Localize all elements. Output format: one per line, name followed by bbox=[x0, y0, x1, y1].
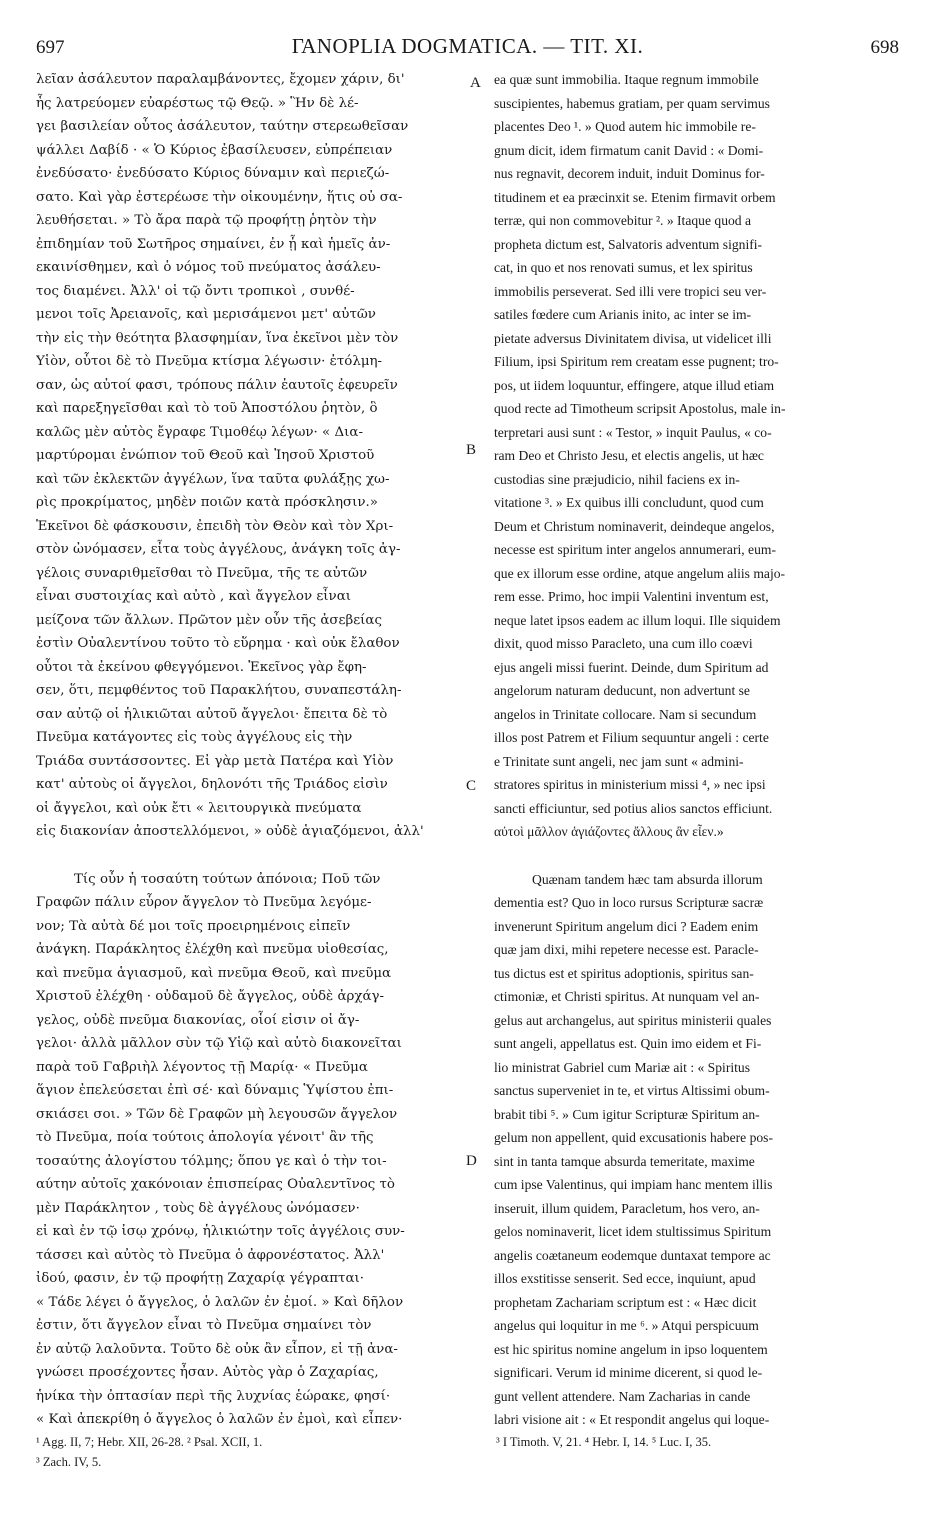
text-line: αὐτοὶ μᾶλλον ἁγιάζοντες ἄλλους ἂν εἶεν.» bbox=[494, 824, 724, 839]
text-line: ἐπιδημίαν τοῦ Σωτῆρος σημαίνει, ἐν ᾗ καὶ ἡμεῖς ἀν- bbox=[36, 236, 391, 252]
text-line: νον; Τὰ αὐτὰ δέ μοι τοῖς προειρημένοις εἰπεῖν bbox=[36, 918, 351, 934]
text-line: ἐστὶν Οὐαλεντίνου τοῦτο τὸ εὕρημα · καὶ οὐκ ἔλαθον bbox=[36, 636, 400, 651]
text-line: καὶ πνεῦμα ἁγιασμοῦ, καὶ πνεῦμα Θεοῦ, καὶ πνεῦμα bbox=[36, 965, 392, 981]
footnote-line: ³ Zach. IV, 5. bbox=[36, 1455, 102, 1469]
text-line: σαν αὐτῷ οἱ ἡλικιῶται αὐτοῦ ἄγγελοι· ἔπειτα δὲ τὸ bbox=[36, 706, 388, 722]
section-marker-b: B bbox=[466, 442, 477, 458]
text-line: ἐστιν, ὅτι ἄγγελον εἶναι τὸ Πνεῦμα σημαίνει τὸν bbox=[36, 1318, 372, 1333]
text-line: τοσαύτης ἀλογίστου τόλμης; ὅπου γε καὶ ὁ τὴν τοι- bbox=[36, 1153, 387, 1169]
text-line: labri visione ait : « Et respondit angelus qui loque- bbox=[494, 1412, 770, 1427]
text-line: ἧς λατρεύομεν εὐαρέστως τῷ Θεῷ. » Ἣν δὲ λέ- bbox=[36, 95, 359, 111]
text-line: ctimoniæ, et Christi spiritus. At nunquam vel an- bbox=[494, 989, 760, 1004]
paragraph-gap bbox=[36, 844, 468, 868]
text-line: rem esse. Primo, hoc impii Valentini inventum est, bbox=[494, 589, 769, 604]
text-line: μείζονα τῶν ἄλλων. Πρῶτον μὲν οὖν τῆς ἀσεβείας bbox=[36, 612, 382, 628]
text-line: παρὰ τοῦ Γαβριὴλ λέγοντος τῇ Μαρίᾳ· « Πνεῦμα bbox=[36, 1059, 368, 1075]
text-line: illos exstitisse senserit. Sed ecce, inquiunt, apud bbox=[494, 1271, 756, 1286]
text-line: Τριάδα συντάσσοντες. Εἰ γὰρ μετὰ Πατέρα καὶ Υἱὸν bbox=[36, 753, 394, 769]
text-line: ea quæ sunt immobilia. Itaque regnum immobile bbox=[494, 72, 759, 87]
text-line: immobilis perseverat. Sed illi vere tropici seu ver- bbox=[494, 283, 767, 299]
text-line: Deum et Christum nominaverit, deindeque angelos, bbox=[494, 518, 775, 534]
text-line: pietate adversus Divinitatem divisa, ut videlicet illi bbox=[494, 330, 772, 346]
text-line: sint in tanta tamque absurda temeritate, maxime bbox=[494, 1153, 755, 1169]
latin-column bbox=[494, 68, 899, 1432]
text-line: κατ' αὐτοὺς οἱ ἄγγελοι, δηλονότι τῆς Τριάδος εἰσὶν bbox=[36, 777, 388, 792]
text-line: ἐνεδύσατο· ἐνεδύσατο Κύριος δύναμιν καὶ περιεζώ- bbox=[36, 166, 390, 181]
text-line: στὸν ὠνόμασεν, εἶτα τοὺς ἀγγέλους, ἀνάγκη τοῖς ἀγ- bbox=[36, 542, 401, 557]
text-line: τὸ Πνεῦμα, ποία τούτοις ἀπολογία γένοιτ' ἂν τῆς bbox=[36, 1130, 374, 1145]
text-line: gelus aut archangelus, aut spiritus ministerii quales bbox=[494, 1012, 772, 1028]
section-marker-a: A bbox=[470, 75, 481, 91]
text-line: καὶ παρεξηγεῖσθαι καὶ τὸ τοῦ Ἀποστόλου ῥητὸν, ὃ bbox=[36, 401, 378, 416]
text-line: σατο. Καὶ γὰρ ἐστερέωσε τὴν οἰκουμένην, ἥτις οὐ σα- bbox=[36, 189, 403, 205]
text-line: brabit tibi ⁵. » Cum igitur Scripturæ Spiritum an- bbox=[494, 1106, 760, 1122]
text-line: Χριστοῦ ἐλέχθη · οὐδαμοῦ δὲ ἄγγελος, οὐδὲ ἀρχάγ- bbox=[36, 989, 385, 1004]
text-line: ρὶς προκρίματος, μηδὲν ποιῶν κατὰ πρόσκλησιν.» bbox=[36, 495, 378, 510]
text-line: custodias sine præjudicio, nihil faciens ex in- bbox=[494, 471, 740, 487]
text-line: οὗτοι τὰ ἐκείνου φθεγγόμενοι. Ἐκεῖνος γὰρ ἔφη- bbox=[36, 659, 367, 675]
text-line: ἰδού, φασιν, ἐν τῷ προφήτῃ Ζαχαρίᾳ γέγραπται· bbox=[36, 1271, 365, 1286]
text-line: Υἱὸν, οὗτοι δὲ τὸ Πνεῦμα κτίσμα λέγωσιν· ἐτόλμη- bbox=[36, 354, 383, 369]
text-line: angelos in Trinitate collocare. Nam si secundum bbox=[494, 706, 757, 722]
text-line: sancti efficiuntur, sed potius alios sanctos efficiunt. bbox=[494, 800, 773, 816]
text-line: terræ, qui non commovebitur ². » Itaque quod a bbox=[494, 213, 752, 228]
text-line: neque latet ipsos eadem ac illum loqui. Ille siquidem bbox=[494, 612, 781, 628]
text-line: Filium, ipsi Spiritum rem creatam esse pugnent; tro- bbox=[494, 354, 779, 369]
text-line: quod recte ad Timotheum scripsit Apostolus, male in- bbox=[494, 401, 786, 416]
text-line: propheta dictum est, Salvatoris adventum signifi- bbox=[494, 236, 763, 252]
footnotes-greek bbox=[36, 1432, 476, 1472]
text-line: invenerunt Spiritum angelum dici ? Eadem enim bbox=[494, 918, 759, 934]
text-line: dementia est? Quo in loco rursus Scripturæ sacræ bbox=[494, 895, 764, 910]
text-line: sanctus superveniet in te, et virtus Altissimi obum- bbox=[494, 1083, 770, 1098]
text-line: angelus qui loquitur in me ⁶. » Atqui perspicuum bbox=[494, 1318, 759, 1333]
text-line: μενοι τοῖς Ἀρειανοῖς, καὶ μερισάμενοι μετ' αὐτῶν bbox=[36, 307, 376, 322]
text-line: μαρτύρομαι ἐνώπιον τοῦ Θεοῦ καὶ Ἰησοῦ Χριστοῦ bbox=[36, 448, 375, 463]
text-line: terpretari ausi sunt : « Testor, » inquit Paulus, « co- bbox=[494, 424, 772, 440]
text-line: e Trinitate sunt angeli, nec jam sunt « admini- bbox=[494, 753, 744, 769]
text-line: angelis coætaneum eodemque duntaxat tempore ac bbox=[494, 1247, 771, 1263]
text-line: ram Deo et Christo Jesu, et electis angelis, ut hæc bbox=[494, 448, 764, 463]
text-line: significari. Verum id minime dicerent, si quod le- bbox=[494, 1365, 763, 1380]
footnotes-latin bbox=[496, 1432, 916, 1452]
text-line: stratores spiritus in ministerium missi ⁴, » nec ipsi bbox=[494, 777, 766, 792]
text-line: dixit, quod misso Paracleto, una cum illo coævi bbox=[494, 636, 753, 651]
text-line: gelum non appellent, quid excusationis habere pos- bbox=[494, 1130, 773, 1145]
greek-column bbox=[36, 68, 468, 1432]
text-line: quæ jam dixi, mihi repetere necesse est. Paracle- bbox=[494, 942, 759, 957]
text-line: Ἐκεῖνοι δὲ φάσκουσιν, ἐπειδὴ τὸν Θεὸν καὶ τὸν Χρι- bbox=[36, 518, 394, 534]
text-line: γελοι· ἀλλὰ μᾶλλον σὺν τῷ Υἱῷ καὶ αὐτὸ διακονεῖται bbox=[36, 1036, 402, 1051]
text-line: γέλοις συναριθμεῖσθαι τὸ Πνεῦμα, τῆς τε αὐτῶν bbox=[36, 565, 368, 581]
text-line: ψάλλει Δαβίδ · « Ὁ Κύριος ἐβασίλευσεν, εὐπρέπειαν bbox=[36, 142, 393, 158]
text-line: Γραφῶν πάλιν εὗρον ἄγγελον τὸ Πνεῦμα λεγόμε- bbox=[36, 895, 372, 910]
text-line: titudinem et ea præcinxit se. Etenim firmavit orbem bbox=[494, 189, 776, 205]
text-line: gelos nominaverit, licet idem stultissimus Spiritum bbox=[494, 1224, 772, 1239]
text-line: cat, in quo et nos renovati sumus, et lex spiritus bbox=[494, 260, 753, 275]
text-line: « Τάδε λέγει ὁ ἄγγελος, ὁ λαλῶν ἐν ἐμοί. » Καὶ δῆλον bbox=[36, 1294, 404, 1310]
text-line: ejus angeli missi fuerint. Deinde, dum Spiritum ad bbox=[494, 659, 769, 675]
text-line: καλῶς μὲν αὐτὸς ἔγραφε Τιμοθέῳ λέγων· « Δια- bbox=[36, 424, 363, 440]
text-line: ἅγιον ἐπελεύσεται ἐπὶ σέ· καὶ δύναμις Ὑψίστου ἐπι- bbox=[36, 1083, 394, 1098]
text-line: nus regnavit, decorem induit, induit Dominus for- bbox=[494, 166, 765, 181]
text-line: λευθήσεται. » Τὸ ἄρα παρὰ τῷ προφήτῃ ῥητὸν τὴν bbox=[36, 213, 377, 228]
text-line: ἡνίκα τὴν ὀπτασίαν περὶ τῆς λυχνίας ἑώρακε, φησί· bbox=[36, 1388, 391, 1404]
text-line: τος διαμένει. Ἀλλ' οἱ τῷ ὄντι τροπικοὶ , συνθέ- bbox=[36, 283, 355, 299]
text-line: εἶναι συστοιχίας καὶ αὐτὸ , καὶ ἄγγελον εἶναι bbox=[36, 589, 351, 604]
text-line: σαν, ὡς αὐτοί φασι, τρόπους πάλιν ἑαυτοῖς ἐφευρεῖν bbox=[36, 377, 398, 393]
section-marker-c: C bbox=[466, 778, 477, 794]
text-line: λεῖαν ἀσάλευτον παραλαμβάνοντες, ἔχομεν χάριν, δι' bbox=[36, 72, 405, 87]
text-line: lio ministrat Gabriel cum Mariæ ait : « Spiritus bbox=[494, 1059, 750, 1075]
text-line: ἀνάγκη. Παράκλητος ἐλέχθη καὶ πνεῦμα υἱοθεσίας, bbox=[36, 942, 389, 957]
text-line: εἰ καὶ ἐν τῷ ἰσῳ χρόνῳ, ἡλικιώτην τοῖς ἀγγέλοις συν- bbox=[36, 1224, 405, 1239]
text-line: εἰς διακονίαν ἀποστελλόμενοι, » οὐδὲ ἁγιαζόμενοι, ἀλλ' bbox=[36, 824, 424, 839]
text-line: καὶ τῶν ἐκλεκτῶν ἀγγέλων, ἵνα ταῦτα φυλάξῃς χω- bbox=[36, 471, 390, 487]
text-line: suscipientes, habemus gratiam, per quam servimus bbox=[494, 95, 770, 111]
text-line: cum ipse Valentinus, qui impiam hanc mentem illis bbox=[494, 1177, 773, 1192]
text-line: gunt vellent attendere. Nam Zacharias in cande bbox=[494, 1388, 751, 1404]
text-line: prophetam Zachariam scriptum est : « Hæc dicit bbox=[494, 1294, 757, 1310]
text-line: Quænam tandem hæc tam absurda illorum bbox=[532, 871, 763, 887]
footnote-line: ¹ Agg. II, 7; Hebr. XII, 26-28. ² Psal. XCII, 1. bbox=[36, 1435, 263, 1449]
footnote-line: ³ I Timoth. V, 21. ⁴ Hebr. I, 14. ⁵ Luc. I, 35. bbox=[496, 1435, 712, 1449]
text-line: est hic spiritus nomine angelum in ipso loquentem bbox=[494, 1341, 768, 1357]
text-line: tus dictus est et spiritus adoptionis, spiritus san- bbox=[494, 965, 754, 981]
text-line: sunt angeli, appellatus est. Quin imo eidem et Fi- bbox=[494, 1036, 762, 1051]
text-line: τὴν εἰς τὴν θεότητα βλασφημίαν, ἵνα ἐκεῖνοι μὲν τὸν bbox=[36, 330, 399, 346]
text-line: placentes Deo ¹. » Quod autem hic immobile re- bbox=[494, 119, 756, 134]
text-line: Πνεῦμα κατάγοντες εἰς τοὺς ἀγγέλους εἰς τὴν bbox=[36, 730, 353, 745]
text-line: σεν, ὅτι, πεμφθέντος τοῦ Παρακλήτου, συναπεστάλη- bbox=[36, 683, 402, 698]
text-line: εκαινίσθημεν, καὶ ὁ νόμος τοῦ πνεύματος ἀσάλευ- bbox=[36, 260, 381, 275]
page-number-left: 697 bbox=[36, 37, 65, 58]
text-line: σκιάσει σοι. » Τῶν δὲ Γραφῶν μὴ λεγουσῶν ἄγγελον bbox=[36, 1106, 398, 1122]
text-line: γνώσει προσέχοντες ἦσαν. Αὐτὸς γὰρ ὁ Ζαχαρίας, bbox=[36, 1365, 379, 1380]
paragraph-gap bbox=[494, 844, 899, 868]
running-header bbox=[36, 34, 899, 64]
page-number-right: 698 bbox=[870, 37, 899, 58]
text-line: pos, ut iidem loquuntur, effingere, atque illud etiam bbox=[494, 377, 775, 393]
text-line: αύτην αὐτοῖς χακόνοιαν ἐπισπείρας Οὐαλεντῖνος τὸ bbox=[36, 1177, 395, 1192]
text-line: vitatione ³. » Ex quibus illi concludunt, quod cum bbox=[494, 495, 764, 510]
text-line: necesse est spiritum inter angelos annumerari, eum- bbox=[494, 542, 776, 557]
text-line: μὲν Παράκλητον , τοὺς δὲ ἀγγέλους ὠνόμασεν· bbox=[36, 1200, 360, 1216]
text-line: ἐν αὐτῷ λαλοῦντα. Τοῦτο δὲ οὐκ ἂν εἶπον, εἰ τῇ ἀνα- bbox=[36, 1341, 398, 1357]
text-line: γει βασιλείαν οὗτος ἀσάλευτον, ταύτην στερεωθεῖσαν bbox=[36, 119, 409, 134]
text-line: satiles fœdere cum Arianis inito, ac inter se im- bbox=[494, 307, 752, 322]
section-marker-d: D bbox=[466, 1153, 477, 1169]
text-line: γελος, οὐδὲ πνεῦμα διακονίας, οἷοί εἰσιν οἱ ἄγ- bbox=[36, 1012, 360, 1028]
text-line: angelorum naturam deducunt, non advertunt se bbox=[494, 683, 750, 698]
text-line: οἱ ἄγγελοι, καὶ οὐκ ἔτι « λειτουργικὰ πνεύματα bbox=[36, 800, 362, 816]
text-line: inseruit, illum quidem, Paracletum, hos vero, an- bbox=[494, 1200, 760, 1216]
running-title: ΓΑΝΟΡLIA DOGMATICA. — TIT. XI. bbox=[291, 34, 644, 58]
text-line: gnum dicit, idem firmatum canit David : « Domi- bbox=[494, 142, 764, 158]
text-line: τάσσει καὶ αὐτὸς τὸ Πνεῦμα ὁ ἀφρονέστατος. Ἀλλ' bbox=[36, 1247, 385, 1263]
text-line: « Καὶ ἀπεκρίθη ὁ ἄγγελος ὁ λαλῶν ἐν ἐμοὶ, καὶ εἶπεν· bbox=[36, 1412, 403, 1427]
text-line: Τίς οὖν ἡ τοσαύτη τούτων ἀπόνοια; Ποῦ τῶν bbox=[74, 871, 381, 887]
text-line: que ex illorum esse ordine, atque angelum aliis majo- bbox=[494, 565, 786, 581]
text-line: illos post Patrem et Filium sequuntur angeli : certe bbox=[494, 730, 769, 745]
